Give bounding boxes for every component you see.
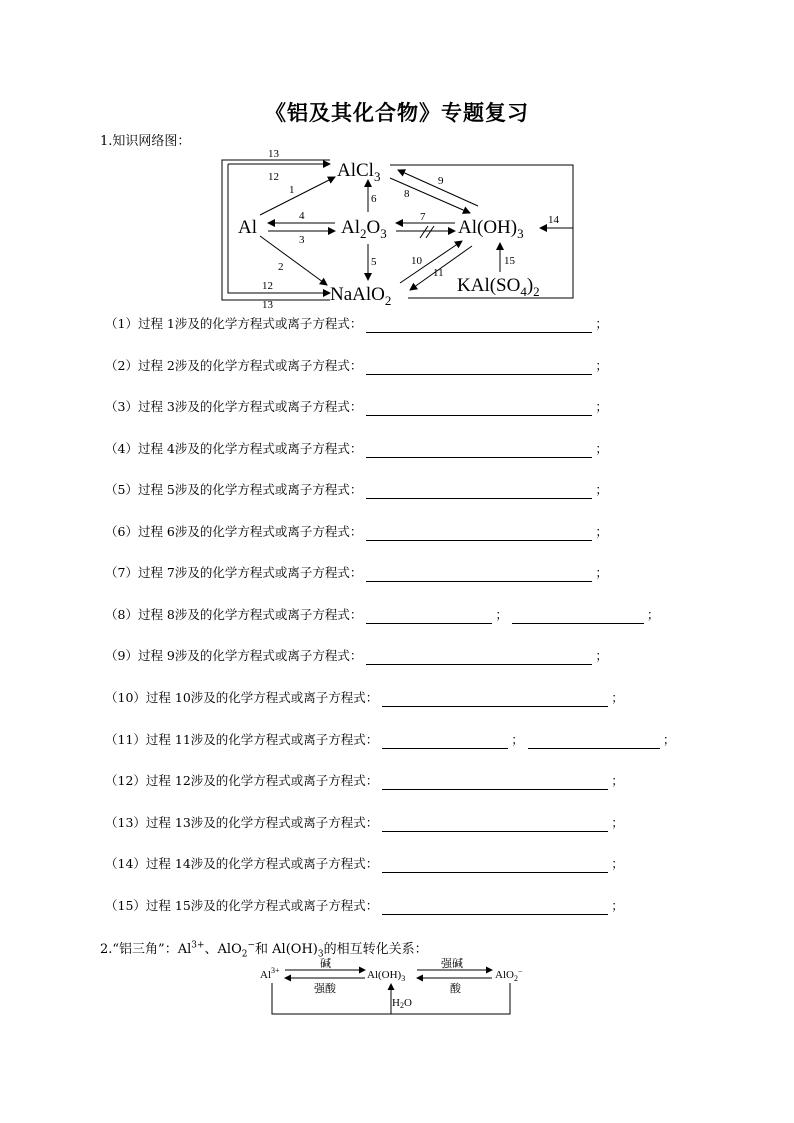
answer-blank-11b[interactable] <box>528 734 660 749</box>
node-al2o3: $Al_2O_3$ <box>341 217 387 241</box>
section-2-heading: 2.“铝三角”：$Al^{3+}$、AlO$_2$−和 $Al(OH)_3$的相互转化关系： <box>100 940 428 960</box>
answer-blank-5[interactable] <box>366 484 592 499</box>
answer-blank-13[interactable] <box>382 817 608 832</box>
answer-blank-4[interactable] <box>366 443 592 458</box>
answer-blank-7[interactable] <box>366 567 592 582</box>
question-4: （4）过程 4涉及的化学方程式或离子方程式： ； <box>105 441 608 456</box>
label-5: 5 <box>371 256 377 268</box>
node-naalo2: NaAlO$_2$ <box>330 284 392 308</box>
label-6: 6 <box>371 193 377 205</box>
node-aloh3: $Al(OH)_3$ <box>458 217 524 241</box>
question-8: （8）过程 8涉及的化学方程式或离子方程式： ； ； <box>105 607 660 622</box>
label-2: 2 <box>278 261 284 273</box>
tri-label-h2o: H2O <box>392 997 412 1010</box>
label-8: 8 <box>404 188 410 200</box>
label-4: 4 <box>299 210 305 222</box>
question-14: （14）过程 14涉及的化学方程式或离子方程式： ； <box>105 856 624 871</box>
label-15: 15 <box>504 255 515 267</box>
question-11: （11）过程 11涉及的化学方程式或离子方程式： ； ； <box>105 732 676 747</box>
node-kalso42: $KAl(SO_4)_2$ <box>457 275 540 299</box>
answer-blank-15[interactable] <box>382 900 608 915</box>
label-12-top: 12 <box>268 171 279 183</box>
question-6: （6）过程 6涉及的化学方程式或离子方程式： ； <box>105 524 608 539</box>
question-13: （13）过程 13涉及的化学方程式或离子方程式： ； <box>105 815 624 830</box>
tri-al3plus: $Al^{3+}$ <box>260 966 280 981</box>
question-7: （7）过程 7涉及的化学方程式或离子方程式： ； <box>105 565 608 580</box>
question-12: （12）过程 12涉及的化学方程式或离子方程式： ； <box>105 773 624 788</box>
tri-alo2: AlO$_2$− <box>495 967 523 983</box>
answer-blank-3[interactable] <box>366 401 592 416</box>
answer-blank-10[interactable] <box>382 692 608 707</box>
question-10: （10）过程 10涉及的化学方程式或离子方程式： ； <box>105 690 624 705</box>
question-15: （15）过程 15涉及的化学方程式或离子方程式： ； <box>105 898 624 913</box>
answer-blank-6[interactable] <box>366 526 592 541</box>
answer-blank-8a[interactable] <box>366 609 492 624</box>
tri-label-strong-acid: 强酸 <box>314 983 336 995</box>
label-9: 9 <box>438 175 444 187</box>
answer-blank-12[interactable] <box>382 775 608 790</box>
label-3: 3 <box>299 234 305 246</box>
label-11: 11 <box>433 267 444 279</box>
answer-blank-11a[interactable] <box>382 734 508 749</box>
tri-label-base: 碱 <box>320 958 331 970</box>
answer-blank-14[interactable] <box>382 858 608 873</box>
label-13-top: 13 <box>268 148 279 160</box>
label-1: 1 <box>289 184 295 196</box>
answer-blank-1[interactable] <box>366 318 592 333</box>
node-alcl3: AlCl$_3$ <box>337 160 381 184</box>
label-10: 10 <box>411 255 422 267</box>
answer-blank-2[interactable] <box>366 360 592 375</box>
question-2: （2）过程 2涉及的化学方程式或离子方程式： ； <box>105 358 608 373</box>
question-5: （5）过程 5涉及的化学方程式或离子方程式： ； <box>105 482 608 497</box>
page-title: 《铝及其化合物》专题复习 <box>265 100 529 125</box>
tri-label-strong-base: 强碱 <box>441 958 463 970</box>
label-13-bottom: 13 <box>262 299 273 311</box>
answer-blank-9[interactable] <box>366 650 592 665</box>
section-1-heading: 1.知识网络图： <box>100 134 191 149</box>
question-3: （3）过程 3涉及的化学方程式或离子方程式： ； <box>105 399 608 414</box>
label-7: 7 <box>420 211 426 223</box>
tri-label-acid: 酸 <box>450 983 461 995</box>
label-12-bottom: 12 <box>262 280 273 292</box>
node-al: Al <box>238 217 257 238</box>
question-9: （9）过程 9涉及的化学方程式或离子方程式： ； <box>105 648 608 663</box>
answer-blank-8b[interactable] <box>512 609 644 624</box>
question-1: （1）过程 1涉及的化学方程式或离子方程式： ； <box>105 316 608 331</box>
tri-aloh3: $Al(OH)_3$ <box>367 969 406 983</box>
label-14: 14 <box>548 214 559 226</box>
